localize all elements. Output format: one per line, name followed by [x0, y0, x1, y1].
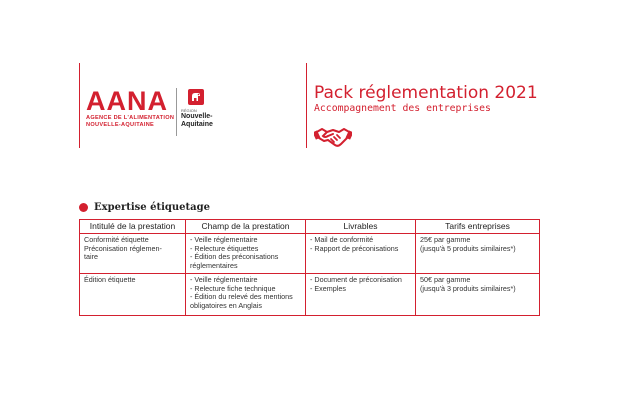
handshake-icon: [314, 125, 352, 154]
cell-intitule: Édition étiquette: [80, 274, 186, 316]
divider-left: [79, 63, 80, 148]
region-logo: [181, 88, 221, 129]
cell-tarifs: 50€ par gamme (jusqu'à 3 produits similaires*): [416, 274, 540, 316]
aana-logo-line1: AGENCE DE L'ALIMENTATION: [86, 115, 175, 121]
divider-logos: [176, 88, 177, 136]
header: [314, 83, 538, 115]
bullet-icon: [79, 203, 88, 212]
table-header-row: [80, 220, 540, 234]
region-logo-name-2: Aquitaine: [181, 121, 213, 128]
cell-tarifs: 25€ par gamme (jusqu'à 5 produits similaires*): [416, 234, 540, 274]
aana-logo-line2: NOUVELLE-AQUITAINE: [86, 122, 155, 128]
header-champ: Champ de la prestation: [186, 220, 306, 234]
table-row: [80, 234, 540, 274]
aana-logo-word: AANA: [86, 86, 168, 116]
section-title: Expertise étiquetage: [94, 202, 210, 213]
lion-icon: [187, 88, 205, 106]
region-logo-name-1: Nouvelle-: [181, 113, 213, 120]
divider-header: [306, 63, 307, 148]
cell-livrables: - Mail de conformité - Rapport de préconisations: [306, 234, 416, 274]
pricing-table: [79, 219, 540, 316]
table-row: [80, 274, 540, 316]
cell-champ: - Veille réglementaire - Relecture étiquettes - Édition des préconisations réglementaires: [186, 234, 306, 274]
cell-champ: - Veille réglementaire - Relecture fiche technique - Édition du relevé des mentions obligatoires en Anglais: [186, 274, 306, 316]
region-logo-small: RÉGION: [181, 108, 197, 113]
aana-logo: [86, 86, 175, 129]
page-title: Pack réglementation 2021: [314, 83, 538, 103]
cell-livrables: - Document de préconisation - Exemples: [306, 274, 416, 316]
cell-intitule: Conformité étiquette Préconisation réglemen- taire: [80, 234, 186, 274]
header-livrables: Livrables: [306, 220, 416, 234]
page-subtitle: Accompagnement des entreprises: [314, 103, 491, 114]
header-tarifs: Tarifs entreprises: [416, 220, 540, 234]
section-heading: [79, 202, 210, 213]
header-intitule: Intitulé de la prestation: [80, 220, 186, 234]
